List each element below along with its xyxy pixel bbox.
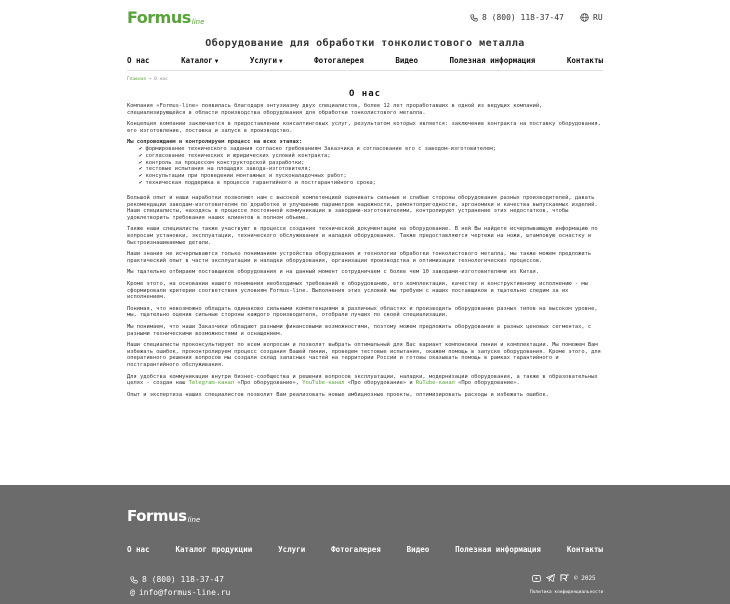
nav-item-services-label: Услуги: [249, 56, 277, 65]
telegram-icon[interactable]: [546, 574, 555, 582]
phone-icon: [470, 14, 478, 22]
footer: [0, 485, 730, 604]
nav-item-catalog[interactable]: [181, 56, 218, 65]
header-phone-text: 8 (800) 118-37-47: [482, 13, 564, 22]
paragraph: Опыт и экспертиза наших специалистов позволит Вам реализовать новые амбициозные проекты, оптимизировать расходы и избежать ошибок.: [127, 391, 549, 398]
header-phone[interactable]: [470, 13, 564, 22]
logo-text: Formus: [127, 8, 191, 27]
channels-text: «Про оборудование».: [454, 380, 520, 387]
rutube-link[interactable]: RuTube-канал: [415, 380, 455, 387]
footer-nav-catalog[interactable]: Каталог продукции: [175, 545, 253, 554]
footer-nav: [127, 545, 603, 554]
paragraph: Кроме этого, на основании нашего понимания необходимых требований к оборудованию, его комплектации, качеству и конструктивному исполнению - мы сформировали критерии соответствия условиям Formus-line. Выполнения этих условий мы требуем с наших поставщиков и тщательно следим за их исполнением.: [127, 280, 588, 301]
phone-icon: [130, 576, 138, 584]
at-icon: @: [130, 588, 135, 597]
logo[interactable]: [127, 10, 204, 26]
chevron-down-icon: ▼: [214, 58, 219, 65]
channels-text: Для удобства коммуникации внутри бизнес-сообщества и решения вопросов эксплуатации, наладки, модернизации оборудования, а также в образовательных целях - создан наш: [127, 373, 598, 387]
nav-divider: [127, 70, 603, 71]
channels-text: «Про оборудование»,: [234, 380, 303, 387]
main-nav: [127, 56, 603, 65]
paragraph: Концепция компании заключается в предоставлении консалтинговых услуг, результатом которых является: заключение контракта на поставку оборудования, его изготовление, поставка и запуск в производство.: [127, 121, 601, 134]
footer-logo-text: Formus: [127, 507, 187, 525]
list-item: ✔ контроль за процессом конструкторской разработки;: [139, 160, 603, 167]
header: [0, 0, 730, 36]
language-label: RU: [593, 13, 603, 22]
channels-text: «Про оборудование» и: [344, 380, 416, 387]
nav-item-contacts[interactable]: Контакты: [566, 56, 603, 65]
paragraph-channels: [127, 374, 603, 388]
logo-subtext: line: [191, 18, 205, 26]
paragraph: Большой опыт и наши наработки позволяют нам с высокой компетенцией оценивать сильные и слабые стороны оборудования разных производителей, давать рекомендации заводам-изготовителям по доработке и улучшению параметров надежности, ремонтопригодности, эргономики и качества выпускаемых изделий. Наши специалисты, находясь в процессе постоянной коммуникации в заводами-изготовителями, контролируют устранение этих недостатков, чтобы удовлетворить требования наших клиентов в полном объеме.: [127, 194, 598, 222]
nav-item-video[interactable]: Видео: [395, 56, 418, 65]
list-item: ✔ тестовые испытания на площадях завода-изготовителя;: [139, 166, 603, 173]
breadcrumb-home[interactable]: Главная: [127, 77, 146, 82]
list-item: ✔ техническая поддержка в процессе гарантийного и постгарантийного срока;: [139, 180, 603, 187]
list-item: ✔ формирование технического задания согласно требованиям Заказчика и согласование его с заводом-изготовителем;: [139, 146, 603, 153]
stages-list: [139, 146, 603, 187]
nav-item-gallery[interactable]: Фотогалерея: [314, 56, 364, 65]
nav-item-info[interactable]: Полезная информация: [449, 56, 536, 65]
paragraph: Наши знания не исчерпываются только пониманием устройства оборудования и технологии обработки тонколистового металла, мы также можем предложить практический опыт в части эксплуатации и наладки оборудования, организации производства и оптимизации технологических процессов.: [127, 251, 592, 265]
nav-item-services[interactable]: [250, 56, 283, 65]
breadcrumb-separator: →: [148, 77, 152, 82]
youtube-link[interactable]: YouTube-канал: [302, 380, 345, 387]
footer-nav-info[interactable]: Полезная информация: [455, 545, 541, 554]
footer-nav-contacts[interactable]: Контакты: [566, 545, 603, 554]
chevron-down-icon: ▼: [279, 58, 283, 65]
paragraph: Мы тщательно отбираем поставщиков оборудования и на данный момент сотрудничаем с более чем 10 заводами-изготовителями из Китая.: [127, 269, 540, 276]
globe-icon: [580, 13, 589, 22]
footer-email-text: info@formus-line.ru: [138, 588, 231, 597]
paragraph: Наши специалисты проконсультируют по всем вопросам и позволят выбрать оптимальный для Вас вариант компоновки линии и комплектации. Мы поможем Вам избежать ошибок, проконтролируем процесс создания Вашей линии, проведем тестовые испытания, окажем помощь в запуске оборудования. Кроме этого, для оперативного решения вопросов мы создали склад запасных частей на территории России и готовы оказывать помощь в рамках гарантийного и постгарантийного обслуживания.: [127, 341, 601, 369]
footer-nav-services[interactable]: Услуги: [278, 545, 306, 554]
list-title: Мы сопровождаем и контролируем процесс на всех этапах:: [127, 139, 303, 146]
footer-email[interactable]: [130, 588, 230, 597]
copyright: © 2025: [574, 574, 596, 582]
paragraph: Компания «Formus-line» появилась благодаря энтузиазму двух специалистов, более 12 лет проработавших в одной из ведущих компаний, специализирующейся в области производства оборудования для обработки тонколистового металла.: [127, 103, 543, 116]
about-content: [127, 103, 603, 403]
footer-phone-text: 8 (800) 118-37-47: [142, 575, 224, 584]
site-title: Оборудование для обработки тонколистового металла: [205, 38, 525, 49]
list-item: ✔ консультации при проведении монтажных и пусконаладочных работ;: [139, 173, 603, 180]
footer-logo[interactable]: [127, 508, 200, 524]
footer-logo-subtext: line: [187, 516, 201, 524]
paragraph: Мы понимаем, что наши Заказчики обладают разными финансовыми возможностями, поэтому можем предложить оборудование в разных ценовых сегментах, с разными техническими возможностями и оснащением.: [127, 323, 592, 337]
list-item: ✔ согласование технических и юридических условий контракта;: [139, 153, 603, 160]
telegram-link[interactable]: Telegram-канал: [188, 380, 235, 387]
youtube-icon[interactable]: [532, 575, 541, 582]
paragraph: Также наши специалисты также участвуют в процессе создания технической документации на оборудование. В ней Вы найдете исчерпывающую информацию по вопросам установки, эксплуатации, технического обслуживания и наладки оборудования. Также предоставляются чертежи на ножи, штамповую оснастку и быстроизнашиваемые детали.: [127, 226, 598, 247]
page-title: О нас: [348, 89, 382, 99]
nav-item-catalog-label: Каталог: [181, 56, 213, 65]
footer-nav-about[interactable]: О нас: [127, 545, 150, 554]
paragraph: Понимая, что невозможно обладать одинаково сильными компетенциями в различных областях и производить оборудование разных типов на высоком уровне, мы, тщательно оценив сильные стороны каждого производителя, отобрали лучших по своей специализации.: [127, 305, 598, 319]
footer-nav-video[interactable]: Видео: [406, 545, 430, 554]
social-links: [532, 574, 596, 582]
language-switch[interactable]: [580, 13, 603, 22]
nav-item-about[interactable]: О нас: [127, 56, 150, 65]
breadcrumb: [127, 77, 168, 82]
footer-phone[interactable]: [130, 575, 224, 584]
rutube-icon[interactable]: [560, 574, 569, 582]
footer-nav-gallery[interactable]: Фотогалерея: [331, 545, 381, 554]
privacy-policy-link[interactable]: Политика конфиденциальности: [530, 590, 604, 595]
breadcrumb-current: О нас: [154, 77, 168, 82]
